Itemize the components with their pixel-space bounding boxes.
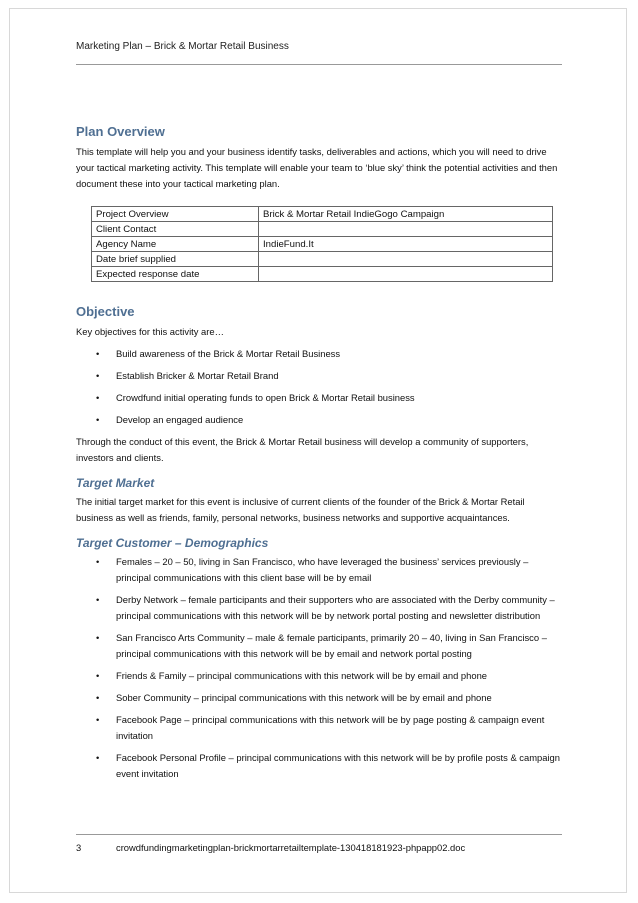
document-body bbox=[76, 124, 562, 788]
plan-overview-heading: Plan Overview bbox=[76, 124, 165, 139]
objective-heading: Objective bbox=[76, 304, 135, 319]
list-item bbox=[76, 412, 562, 428]
bullet-icon: • bbox=[96, 752, 100, 763]
table-row bbox=[92, 237, 553, 252]
bullet-icon: • bbox=[96, 370, 100, 381]
bullet-icon: • bbox=[96, 670, 100, 681]
bullet-icon: • bbox=[96, 692, 100, 703]
table-row bbox=[92, 267, 553, 282]
bullet-icon: • bbox=[96, 714, 100, 725]
table-cell-value: IndieFund.It bbox=[259, 237, 553, 252]
page-number: 3 bbox=[76, 842, 82, 853]
target-market-heading: Target Market bbox=[76, 476, 155, 490]
list-item bbox=[76, 554, 562, 586]
table-cell-label: Date brief supplied bbox=[92, 252, 259, 267]
bullet-icon: • bbox=[96, 414, 100, 425]
list-item-text: Develop an engaged audience bbox=[116, 414, 244, 425]
table-cell-value: Brick & Mortar Retail IndieGogo Campaign bbox=[259, 207, 553, 222]
table-cell-value bbox=[259, 267, 553, 282]
table-row bbox=[92, 222, 553, 237]
target-market-text: The initial target market for this event is inclusive of current clients of the founder of the Brick & Mortar Retail business as well as friends, family, personal networks, business networks and supportive acquaintances. bbox=[76, 496, 525, 523]
list-item-text: Sober Community – principal communications with this network will be by email and phone bbox=[116, 692, 492, 703]
header-rule bbox=[76, 64, 562, 65]
bullet-icon: • bbox=[96, 348, 100, 359]
footer-filename: crowdfundingmarketingplan-brickmortarretailtemplate-130418181923-phpapp02.doc bbox=[116, 842, 466, 853]
list-item bbox=[76, 346, 562, 362]
list-item-text: Establish Bricker & Mortar Retail Brand bbox=[116, 370, 279, 381]
list-item-text: San Francisco Arts Community – male & female participants, primarily 20 – 40, living in San Francisco – principal communications with this network will be by email and network portal posting bbox=[116, 632, 547, 659]
plan-overview-text: This template will help you and your business identify tasks, deliverables and actions, which you will need to drive your tactical marketing activity. This template will enable your team to ‘blue sky’ think the potential activities and then document these into your tactical marketing plan. bbox=[76, 146, 558, 189]
table-cell-label: Client Contact bbox=[92, 222, 259, 237]
list-item bbox=[76, 592, 562, 624]
list-item-text: Build awareness of the Brick & Mortar Retail Business bbox=[116, 348, 341, 359]
list-item-text: Derby Network – female participants and their supporters who are associated with the Derby community – principal communications with this network will be by network portal posting and newsletter distribution bbox=[116, 594, 555, 621]
list-item bbox=[76, 390, 562, 406]
list-item-text: Crowdfund initial operating funds to open Brick & Mortar Retail business bbox=[116, 392, 415, 403]
footer-rule bbox=[76, 834, 562, 835]
list-item bbox=[76, 690, 562, 706]
list-item-text: Facebook Page – principal communications with this network will be by page posting & campaign event invitation bbox=[116, 714, 545, 741]
table-cell-value bbox=[259, 222, 553, 237]
bullet-icon: • bbox=[96, 632, 100, 643]
bullet-icon: • bbox=[96, 594, 100, 605]
page-header: Marketing Plan – Brick & Mortar Retail Business bbox=[76, 41, 289, 52]
bullet-icon: • bbox=[96, 556, 100, 567]
list-item bbox=[76, 630, 562, 662]
objective-closing: Through the conduct of this event, the Brick & Mortar Retail business will develop a community of supporters, investors and clients. bbox=[76, 436, 529, 463]
bullet-icon: • bbox=[96, 392, 100, 403]
table-cell-label: Expected response date bbox=[92, 267, 259, 282]
list-item bbox=[76, 750, 562, 782]
list-item-text: Females – 20 – 50, living in San Francisco, who have leveraged the business’ services previously – principal communications with this client base will be by email bbox=[116, 556, 529, 583]
table-row bbox=[92, 207, 553, 222]
table-cell-label: Project Overview bbox=[92, 207, 259, 222]
list-item bbox=[76, 368, 562, 384]
demographics-list bbox=[76, 554, 562, 782]
list-item bbox=[76, 668, 562, 684]
table-cell-value bbox=[259, 252, 553, 267]
demographics-heading: Target Customer – Demographics bbox=[76, 536, 269, 550]
list-item-text: Friends & Family – principal communications with this network will be by email and phone bbox=[116, 670, 487, 681]
objective-intro: Key objectives for this activity are… bbox=[76, 326, 224, 337]
brief-table bbox=[91, 206, 553, 282]
list-item bbox=[76, 712, 562, 744]
objective-list bbox=[76, 346, 562, 428]
list-item-text: Facebook Personal Profile – principal communications with this network will be by profile posts & campaign event invitation bbox=[116, 752, 560, 779]
table-row bbox=[92, 252, 553, 267]
table-cell-label: Agency Name bbox=[92, 237, 259, 252]
